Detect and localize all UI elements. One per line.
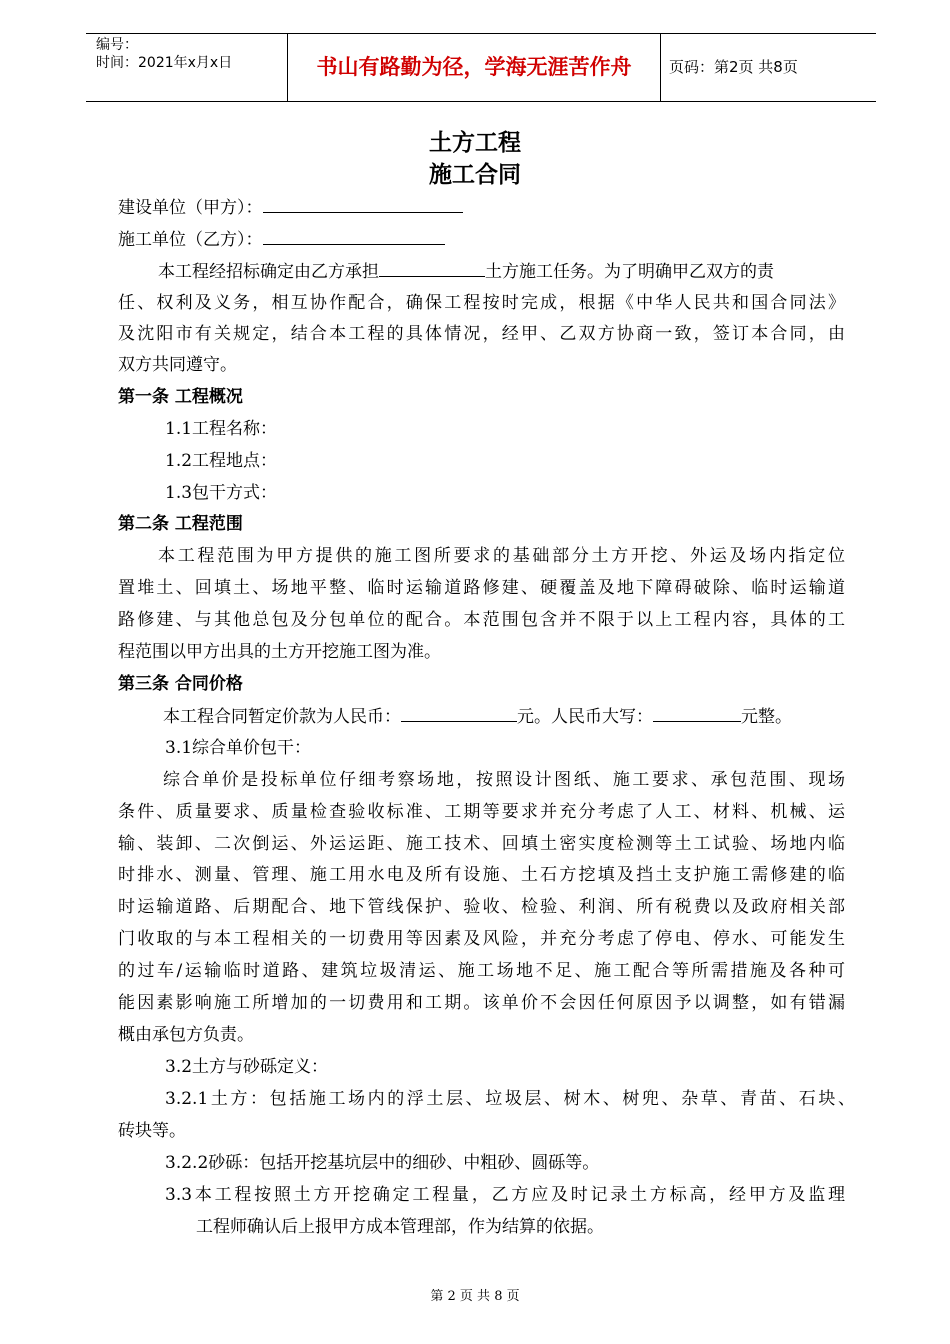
party-a-line xyxy=(118,196,463,219)
item-1-2: 1.2工程地点： xyxy=(165,451,278,471)
intro-line3: 及沈阳市有关规定，结合本工程的具体情况，经甲、乙双方协商一致，签订本合同，由 xyxy=(118,324,845,344)
article1-heading: 第一条 工程概况 xyxy=(118,387,243,407)
header-date: 时间：2021年x月x日 xyxy=(96,55,233,71)
party-b-label: 施工单位（乙方）： xyxy=(118,230,263,250)
doc-title-line1: 土方工程 xyxy=(429,130,521,156)
price-words-label: 元。人民币大写： xyxy=(517,707,653,727)
article3-para-line7: 的过车/运输临时道路、建筑垃圾清运、施工场地不足、施工配合等所需措施及各种可 xyxy=(118,961,845,981)
item-3-3-line1: 3.3本工程按照土方开挖确定工程量，乙方应及时记录土方标高，经甲方及监理 xyxy=(165,1185,845,1205)
price-label: 本工程合同暂定价款为人民币： xyxy=(163,707,401,727)
article2-line1: 本工程范围为甲方提供的施工图所要求的基础部分土方开挖、外运及场内指定位 xyxy=(158,546,845,566)
header-motto: 书山有路勤为径，学海无涯苦作舟 xyxy=(316,55,632,79)
party-b-blank xyxy=(263,228,445,245)
intro-line2: 任、权利及义务，相互协作配合，确保工程按时完成，根据《中华人民共和国合同法》 xyxy=(118,293,845,313)
party-a-label: 建设单位（甲方）： xyxy=(118,198,263,218)
article3-para-line5: 时运输道路、后期配合、地下管线保护、验收、检验、利润、所有税费以及政府相关部 xyxy=(118,897,845,917)
intro-line4: 双方共同遵守。 xyxy=(118,355,237,375)
article2-line3: 路修建、与其他总包及分包单位的配合。本范围包含并不限于以上工程内容，具体的工 xyxy=(118,610,845,630)
article3-para-line4: 时排水、测量、管理、施工用水电及所有设施、土石方挖填及挡土支护施工需修建的临 xyxy=(118,865,845,885)
article2-heading: 第二条 工程范围 xyxy=(118,514,243,534)
article2-line2: 置堆土、回填土、场地平整、临时运输道路修建、硬覆盖及地下障碍破除、临时运输道 xyxy=(118,578,845,598)
header-page-info: 页码：第2页 共8页 xyxy=(669,58,798,76)
item-1-3: 1.3包干方式： xyxy=(165,483,278,503)
article3-heading: 第三条 合同价格 xyxy=(118,674,243,694)
intro-line1 xyxy=(158,260,774,283)
item-3-2: 3.2土方与砂砾定义： xyxy=(165,1057,329,1077)
item-1-1: 1.1工程名称： xyxy=(165,419,278,439)
header-meta xyxy=(96,36,232,72)
article3-para-line1: 综合单价是投标单位仔细考察场地，按照设计图纸、施工要求、承包范围、现场 xyxy=(163,770,845,790)
header-number: 编号： xyxy=(96,37,138,53)
page-footer: 第 2 页 共 8 页 xyxy=(430,1289,520,1304)
article3-para-line6: 门收取的与本工程相关的一切费用等因素及风险，并充分考虑了停电、停水、可能发生 xyxy=(118,929,845,949)
price-amount-blank xyxy=(401,705,517,722)
price-words-blank xyxy=(653,705,741,722)
item-3-2-2: 3.2.2砂砾：包括开挖基坑层中的细砂、中粗砂、圆砾等。 xyxy=(165,1153,600,1173)
article3-para-line8: 能因素影响施工所增加的一切费用和工期。该单价不会因任何原因予以调整，如有错漏 xyxy=(118,993,845,1013)
page-header xyxy=(86,33,876,102)
item-3-2-1-line2: 砖块等。 xyxy=(118,1121,186,1141)
item-3-2-1-line1: 3.2.1土方：包括施工场内的浮土层、垃圾层、树木、树兜、杂草、青苗、石块、 xyxy=(165,1089,855,1109)
item-3-1: 3.1综合单价包干： xyxy=(165,738,312,758)
article2-line4: 程范围以甲方出具的土方开挖施工图为准。 xyxy=(118,642,441,662)
price-line xyxy=(163,705,792,728)
intro-blank xyxy=(379,260,485,277)
article3-para-line2: 条件、质量要求、质量检查验收标准、工期等要求并充分考虑了人工、材料、机械、运 xyxy=(118,802,845,822)
intro-text-a: 本工程经招标确定由乙方承担 xyxy=(158,262,379,282)
party-b-line xyxy=(118,228,445,251)
party-a-blank xyxy=(263,196,463,213)
price-suffix: 元整。 xyxy=(741,707,792,727)
item-3-3-line2: 工程师确认后上报甲方成本管理部，作为结算的依据。 xyxy=(196,1217,604,1237)
doc-title-line2: 施工合同 xyxy=(429,162,521,188)
intro-text-b: 土方施工任务。为了明确甲乙双方的责 xyxy=(485,262,774,282)
article3-para-line3: 输、装卸、二次倒运、外运运距、施工技术、回填土密实度检测等土工试验、场地内临 xyxy=(118,834,845,854)
article3-para-line9: 概由承包方负责。 xyxy=(118,1025,254,1045)
